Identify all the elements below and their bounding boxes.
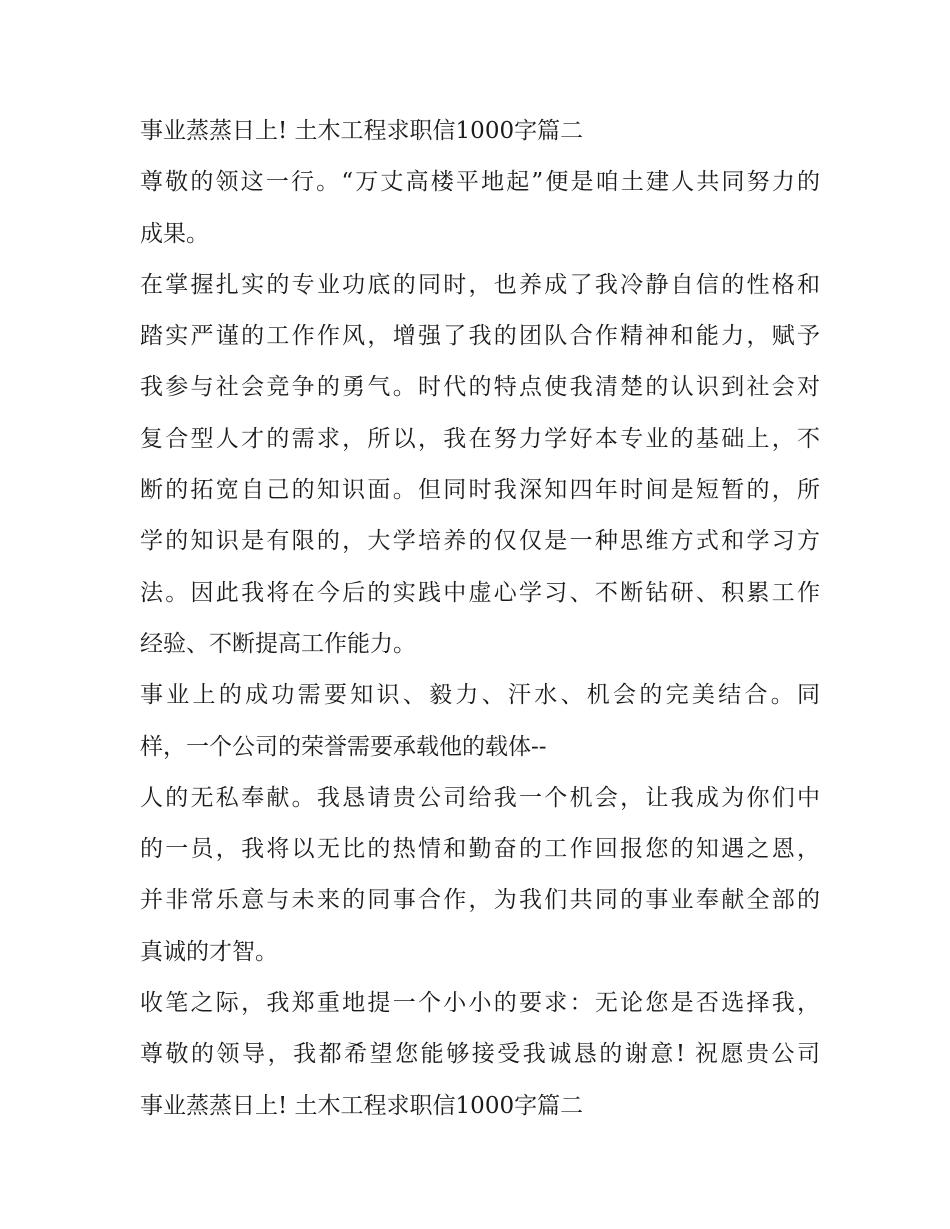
text-line: 成果。 [140, 220, 209, 247]
text-line: 学的知识是有限的，大学培养的仅仅是一种思维方式和学习方 [140, 528, 820, 555]
text-line: 法。因此我将在今后的实践中虚心学习、不断钻研、积累工作 [140, 579, 820, 606]
text-line: 收笔之际，我郑重地提一个小小的要求：无论您是否选择我， [140, 990, 820, 1017]
text-line: 我参与社会竞争的勇气。时代的特点使我清楚的认识到社会对 [140, 374, 820, 401]
text-line: 尊敬的领这一行。“万丈高楼平地起”便是咱土建人共同努力的 [140, 169, 820, 196]
text-line: 断的拓宽自己的知识面。但同时我深知四年时间是短暂的，所 [140, 477, 820, 504]
letter-body [140, 106, 820, 1132]
text-line: 经验、不断提高工作能力。 [140, 630, 416, 657]
heading-line: 事业蒸蒸日上! 土木工程求职信1000字篇二 [140, 118, 584, 144]
text-line: 真诚的才智。 [140, 938, 278, 965]
text-line: 踏实严谨的工作作风，增强了我的团队合作精神和能力，赋予 [140, 323, 820, 350]
text-line: 人的无私奉献。我恳请贵公司给我一个机会，让我成为你们中 [140, 784, 820, 811]
closing-line: 事业蒸蒸日上! 土木工程求职信1000字篇二 [140, 1092, 584, 1119]
text-line: 在掌握扎实的专业功底的同时，也养成了我冷静自信的性格和 [140, 271, 820, 298]
text-line: 尊敬的领导，我都希望您能够接受我诚恳的谢意! 祝愿贵公司 [140, 1041, 820, 1068]
text-line: 并非常乐意与未来的同事合作，为我们共同的事业奉献全部的 [140, 887, 820, 914]
text-line: 的一员，我将以无比的热情和勤奋的工作回报您的知遇之恩， [140, 836, 820, 863]
text-line: 复合型人才的需求，所以，我在努力学好本专业的基础上，不 [140, 425, 820, 452]
text-line: 样，一个公司的荣誉需要承载他的载体-- [140, 733, 547, 760]
text-line: 事业上的成功需要知识、毅力、汗水、机会的完美结合。同 [140, 682, 820, 709]
